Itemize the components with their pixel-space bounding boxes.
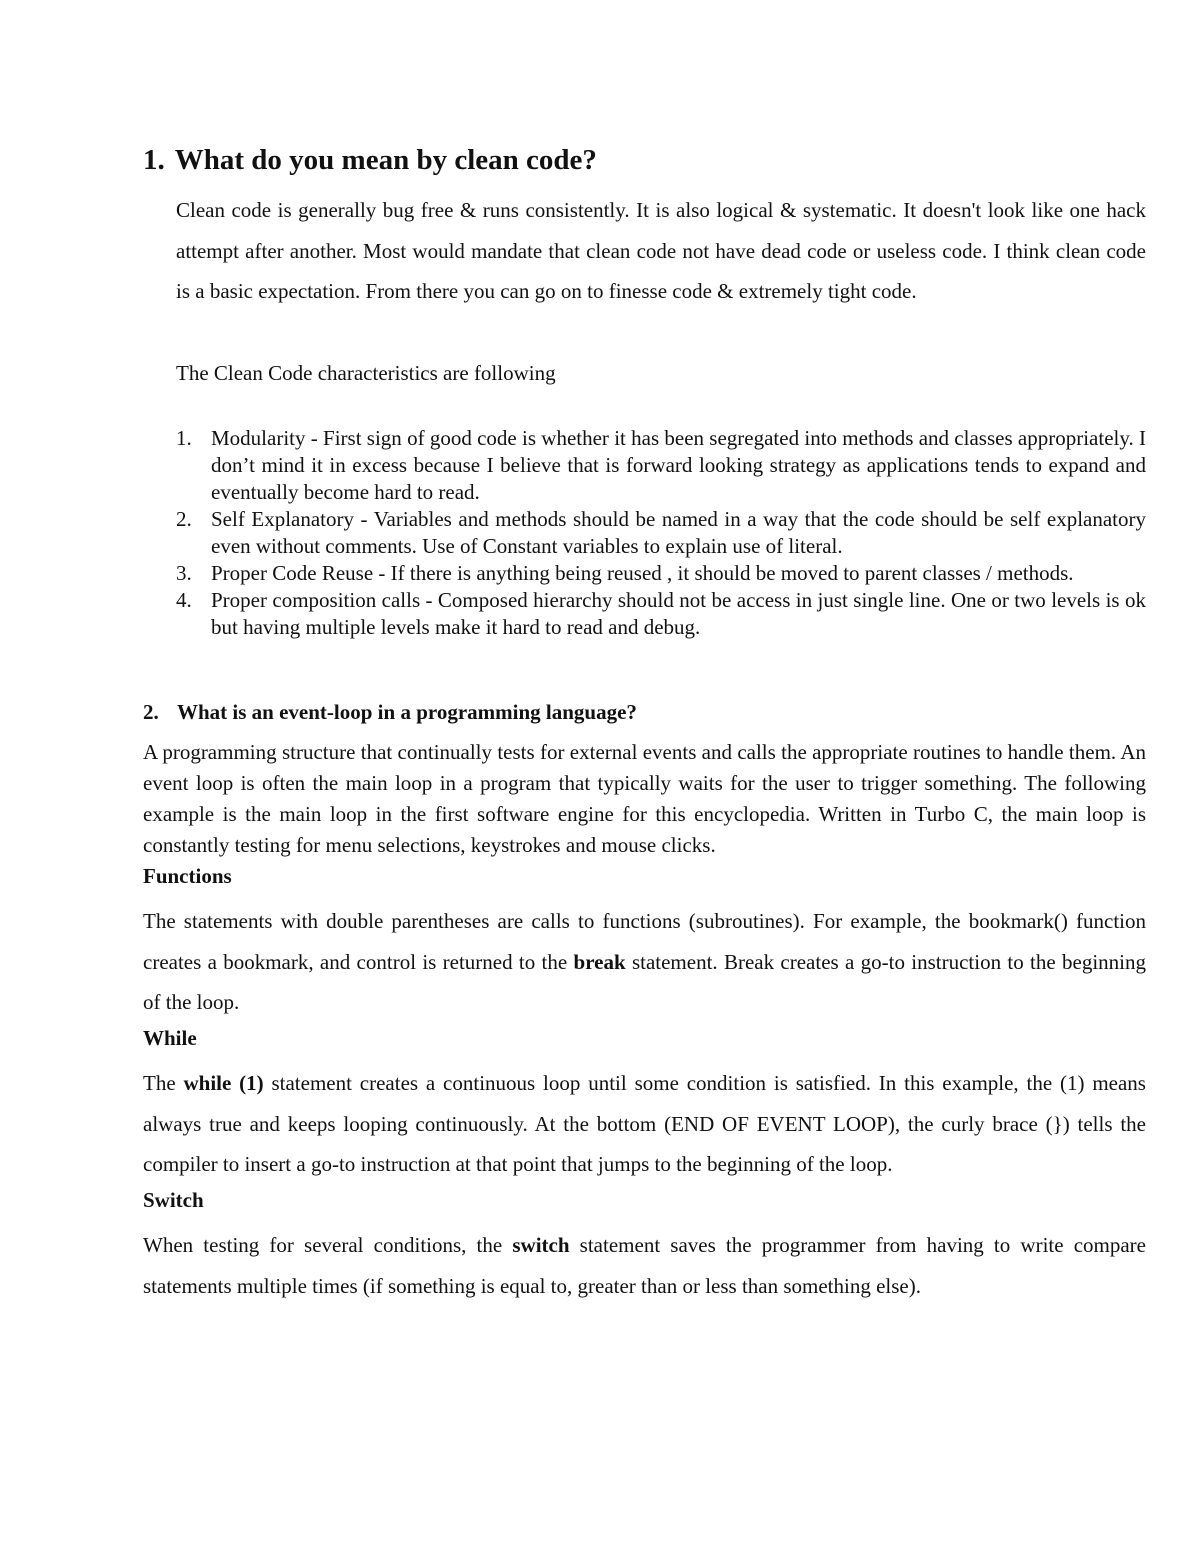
list-item-number: 2. [176, 507, 192, 531]
functions-text-end: statement. Break creates a go-to instruction to the beginning of the loop. [143, 949, 1146, 1014]
list-item-number: 1. [176, 426, 192, 450]
question-2-heading [143, 697, 637, 727]
switch-text-start: When testing for several conditions, the [143, 1233, 513, 1257]
functions-paragraph [143, 901, 1146, 1023]
question-1-number: 1. [143, 144, 165, 176]
functions-bold-term: break [573, 949, 626, 974]
event-loop-intro: A programming structure that continually tests for external events and calls the appropriate routines to handle them. An event loop is often the main loop in a program that typically waits for the user to trigger something. The following example is the main loop in the first software engine for this encyclopedia. Written in Turbo C, the main loop is constantly testing for menu selections, keystrokes and mouse clicks. [143, 740, 1146, 857]
list-item [176, 560, 1146, 587]
switch-heading: Switch [143, 1188, 204, 1212]
question-1-heading [143, 140, 597, 180]
while-paragraph [143, 1063, 1146, 1185]
list-item-text: Modularity - First sign of good code is whether it has been segregated into methods and classes appropriately. I don’t mind it in excess because I believe that is forward looking strategy as applications tends to expand and eventually become hard to read. [211, 426, 1146, 504]
list-item-number: 3. [176, 561, 192, 585]
switch-paragraph [143, 1225, 1146, 1306]
switch-bold-term: switch [512, 1233, 570, 1257]
clean-code-paragraph: Clean code is generally bug free & runs consistently. It is also logical & systematic. It doesn't look like one hack attempt after another. Most would mandate that clean code not have dead code or useless code. I think clean code is a basic expectation. From there you can go on to finesse code & extremely tight code. [176, 198, 1146, 303]
list-item [176, 587, 1146, 641]
functions-heading: Functions [143, 864, 232, 888]
list-item-text: Proper composition calls - Composed hierarchy should not be access in just single line. One or two levels is ok but having multiple levels make it hard to read and debug. [211, 588, 1146, 639]
while-text-start: The [143, 1071, 184, 1095]
question-1-title: What do you mean by clean code? [174, 144, 597, 176]
characteristics-list [176, 425, 1146, 641]
list-item [176, 425, 1146, 506]
while-text-end: statement creates a continuous loop until some condition is satisfied. In this example, the (1) means always true and keeps looping continuously. At the bottom (END OF EVENT LOOP), the curly brace (}) tells the compiler to insert a go-to instruction at that point that jumps to the beginning of the loop. [143, 1071, 1146, 1176]
functions-text-start: The statements with double parentheses are calls to functions (subroutines). For example, the bookmark() function creates a bookmark, and control is returned to the [143, 909, 1146, 974]
while-bold-term: while (1) [183, 1071, 264, 1095]
question-2-number: 2. [143, 700, 159, 724]
list-item-number: 4. [176, 588, 192, 612]
characteristics-intro: The Clean Code characteristics are following [176, 361, 556, 385]
list-item [176, 506, 1146, 560]
question-2-title: What is an event-loop in a programming language? [177, 700, 637, 724]
switch-text-end: statement saves the programmer from having to write compare statements multiple times (if something is equal to, greater than or less than something else). [143, 1233, 1146, 1298]
list-item-text: Proper Code Reuse - If there is anything being reused , it should be moved to parent classes / methods. [211, 561, 1074, 585]
while-heading: While [143, 1026, 197, 1050]
list-item-text: Self Explanatory - Variables and methods should be named in a way that the code should be self explanatory even without comments. Use of Constant variables to explain use of literal. [211, 507, 1146, 558]
